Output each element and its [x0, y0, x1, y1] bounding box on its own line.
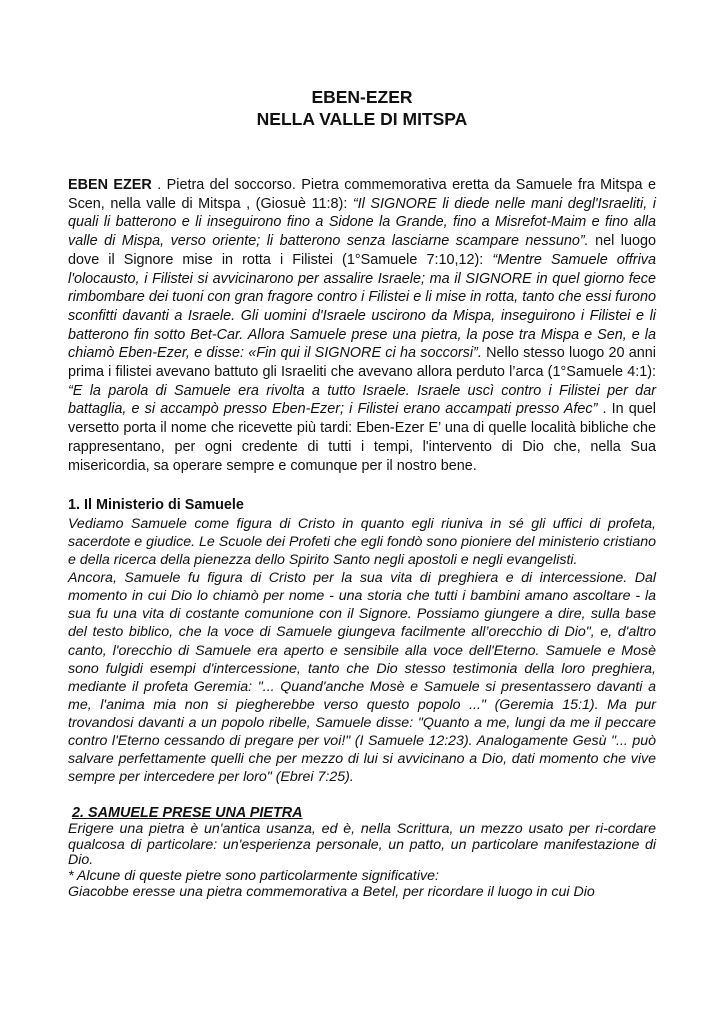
title-line-1: EBEN-EZER [311, 87, 413, 107]
section-1-paragraph-2: Ancora, Samuele fu figura di Cristo per la sua vita di preghiera e di intercessione. Dal momento in cui Dio lo chiamò per nome - una storia che tutti i bambini amano ascoltare - la sua fu una vita di costante comunione con il Signore. Possiamo giungere a dire, sulla base del testo biblico, che la voce di Samuele giungeva facilmente all’orecchio di Dio", e, d'altro canto, l'orecchio di Samuele era aperto e sensibile alla voce dell'Eterno. Samuele e Mosè sono fulgidi esempi d'intercessione, tanto che Dio stesso testimonia della loro preghiera, mediante il profeta Geremia: "... Quand'anche Mosè e Samuele si presentassero davanti a me, l'anima mia non si piegherebbe verso questo popolo ..." (Geremia 15:1). Ma pur trovandosi davanti a un popolo ribelle, Samuele disse: "Quanto a me, lungi da me il peccare contro l'Eterno cessando di pregare per voi!" (I Samuele 12:23). Analogamente Gesù "... può salvare perfettamente quelli che per mezzo di lui si avvicinano a Dio, dati momento che vive sempre per intercedere per loro" (Ebrei 7:25). [68, 570, 656, 786]
section-2-paragraph-3: Giacobbe eresse una pietra commemorativa a Betel, per ricordare il luogo in cui Dio [68, 883, 595, 900]
section-2-paragraph-1: Erigere una pietra è un'antica usanza, ed è, nella Scrittura, un mezzo usato per ri-cordare qualcosa di particolare: un'esperienza personale, un patto, un particolare manifestazione di Dio. [68, 821, 656, 869]
intro-quote-2: “Mentre Samuele offriva l'olocausto, i Filistei si avvicinarono per assalire Israele; ma il SIGNORE in quel giorno fece rimbombare dei tuoni con gran fragore contro i Filistei e li mise in rotta, tanto che essi furono sconfitti davanti a Israele. Gli uomini d'Israele uscirono da Mispa, inseguirono i Filistei e li batterono fin sotto Bet-Car. Allora Samuele prese una pietra, la pose tra Mispa e Sen, e la chiamò Eben-Ezer, e disse: «Fin qui il SIGNORE ci ha soccorsi”. [68, 251, 656, 362]
document-page [68, 86, 656, 900]
section-2-paragraph-2: * Alcune di queste pietre sono particolarmente significative: [68, 868, 439, 885]
intro-quote-1: “Il SIGNORE li diede nelle mani degl'Israeliti, i quali li batterono e li inseguirono fino a Sidone la Grande, fino a Misrefot-Maim e fino alla valle di Mispa, verso oriente; li batterono senza lasciarne scampare nessuno”. [68, 195, 656, 250]
intro-text-1: . Pietra del soccorso. Pietra commemorativa eretta da Samuele fra Mitspa e Scen, nella valle di Mitspa , (Giosuè 11:8): [68, 177, 656, 212]
section-1-heading: 1. Il Ministerio di Samuele [68, 497, 244, 514]
intro-text-3: Nello stesso luogo 20 anni prima i filistei avevano battuto gli Israeliti che avevano allora perduto l’arca (1°Samuele 4:1): [68, 345, 656, 381]
section-2-heading: 2. SAMUELE PRESE UNA PIETRA [72, 805, 303, 822]
intro-text-2: nel luogo dove il Signore mise in rotta i Filistei (1°Samuele 7:10,12): [68, 233, 656, 268]
title-line-2: NELLA VALLE DI MITSPA [256, 109, 468, 129]
intro-text-4: . In quel versetto porta il nome che ricevette più tardi: Eben-Ezer E’ una di quelle località bibliche che rappresentano, per ogni credente di tutti i tempi, l'intervento di Dio che, nella Sua misericordia, sa operare sempre e comunque per il nostro bene. [68, 401, 656, 474]
intro-term: EBEN EZER [68, 177, 152, 193]
intro-quote-3: “E la parola di Samuele era rivolta a tutto Israele. Israele uscì contro i Filistei per dar battaglia, e si accampò presso Eben-Ezer; i Filistei erano accampati presso Afec” [68, 382, 656, 418]
document-title [68, 86, 656, 130]
section-1-paragraph-1: Vediamo Samuele come figura di Cristo in quanto egli riuniva in sé gli uffici di profeta, sacerdote e giudice. Le Scuole dei Profeti che egli fondò sono pioniere del ministerio cristiano e della ricerca della pienezza dello Spirito Santo negli apostoli e negli evangelisti. [68, 515, 656, 569]
intro-paragraph [68, 176, 656, 475]
